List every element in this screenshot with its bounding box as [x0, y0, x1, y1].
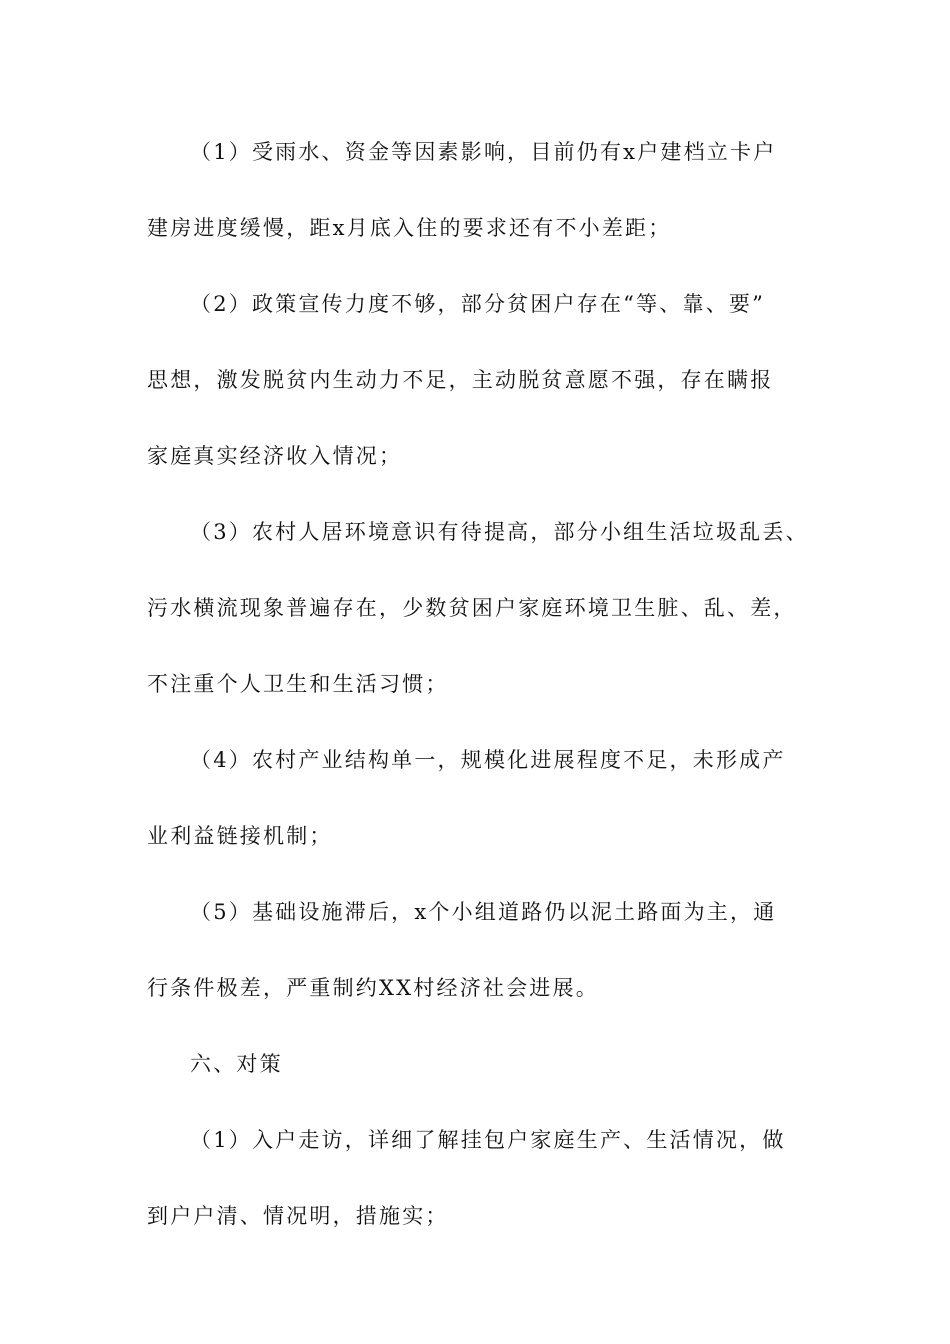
paragraph-line: 家庭真实经济收入情况； — [147, 444, 403, 468]
paragraph-line: （4）农村产业结构单一，规模化进展程度不足，未形成产 — [190, 748, 786, 772]
paragraph-line: （5）基础设施滞后，x个小组道路仍以泥土路面为主，通 — [190, 900, 777, 924]
paragraph-line: 思想，激发脱贫内生动力不足，主动脱贫意愿不强，存在瞒报 — [147, 368, 774, 392]
paragraph-line: （1）入户走访，详细了解挂包户家庭生产、生活情况，做 — [190, 1128, 786, 1152]
paragraph-line: 到户户清、情况明，措施实； — [147, 1204, 449, 1228]
paragraph-line: 建房进度缓慢，距x月底入住的要求还有不小差距； — [147, 216, 672, 240]
paragraph-line: 行条件极差，严重制约XX村经济社会进展。 — [147, 976, 599, 1000]
paragraph-line: （3）农村人居环境意识有待提高，部分小组生活垃圾乱丢、 — [190, 520, 809, 544]
paragraph-line: （1）受雨水、资金等因素影响，目前仍有x户建档立卡户 — [190, 140, 777, 164]
paragraph-line: 不注重个人卫生和生活习惯； — [147, 672, 449, 696]
paragraph-line: （2）政策宣传力度不够，部分贫困户存在“等、靠、要” — [190, 292, 766, 316]
paragraph-line: 业利益链接机制； — [147, 824, 333, 848]
section-heading: 六、对策 — [190, 1052, 283, 1076]
paragraph-line: 污水横流现象普遍存在，少数贫困户家庭环境卫生脏、乱、差， — [147, 596, 797, 620]
